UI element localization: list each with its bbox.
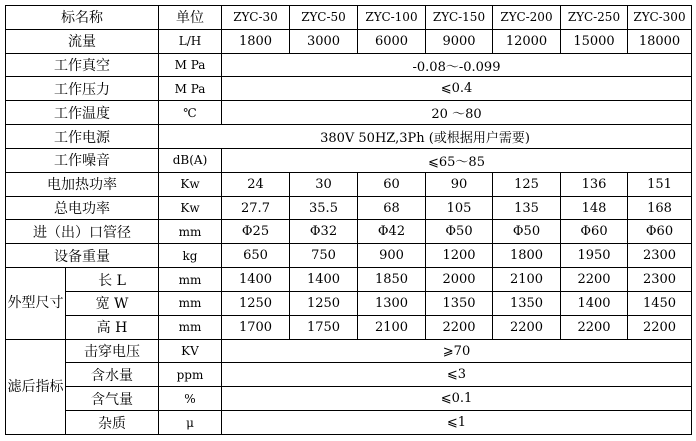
table-cell: 1250 bbox=[290, 291, 358, 315]
merged-value: -0.08～-0.099 bbox=[222, 53, 692, 77]
row-unit: % bbox=[159, 387, 222, 411]
row-unit: ℃ bbox=[159, 101, 222, 125]
table-cell: 1850 bbox=[358, 268, 426, 292]
header-name: 标名称 bbox=[6, 6, 159, 30]
table-cell: 135 bbox=[493, 196, 561, 220]
table-cell: 1250 bbox=[222, 291, 290, 315]
row-label: 工作真空 bbox=[6, 53, 159, 77]
table-cell: 2200 bbox=[426, 315, 493, 339]
table-cell: 2300 bbox=[628, 244, 692, 268]
row-label: 进（出）口管径 bbox=[6, 220, 159, 244]
table-cell: Φ25 bbox=[222, 220, 290, 244]
row-unit: mm bbox=[159, 291, 222, 315]
row-label: 工作噪音 bbox=[6, 148, 159, 172]
table-cell: 750 bbox=[290, 244, 358, 268]
table-cell: 35.5 bbox=[290, 196, 358, 220]
merged-value: 20 ～80 bbox=[222, 101, 692, 125]
row-unit: M Pa bbox=[159, 77, 222, 101]
model-zyc-200: ZYC-200 bbox=[493, 6, 561, 30]
row-unit: mm bbox=[159, 220, 222, 244]
table-cell: 1450 bbox=[628, 291, 692, 315]
row-unit: dB(A) bbox=[159, 148, 222, 172]
table-cell: 105 bbox=[426, 196, 493, 220]
table-cell: 30 bbox=[290, 172, 358, 196]
row-unit: M Pa bbox=[159, 53, 222, 77]
pressure-row bbox=[6, 77, 692, 101]
table-cell: 1350 bbox=[493, 291, 561, 315]
merged-value: ⩽3 bbox=[222, 363, 692, 387]
table-cell: 2200 bbox=[493, 315, 561, 339]
row-label: 工作温度 bbox=[6, 101, 159, 125]
merged-value: ⩾70 bbox=[222, 339, 692, 363]
filtered-group-label: 滤后指标 bbox=[6, 339, 66, 434]
table-cell: 148 bbox=[561, 196, 628, 220]
table-cell: 9000 bbox=[426, 29, 493, 53]
row-label: 高 H bbox=[66, 315, 159, 339]
table-cell: 90 bbox=[426, 172, 493, 196]
table-cell: 2100 bbox=[493, 268, 561, 292]
merged-value: ⩽65～85 bbox=[222, 148, 692, 172]
table-cell: 3000 bbox=[290, 29, 358, 53]
table-cell: 1400 bbox=[222, 268, 290, 292]
row-unit: Kw bbox=[159, 196, 222, 220]
row-label: 总电功率 bbox=[6, 196, 159, 220]
table-cell: 1800 bbox=[222, 29, 290, 53]
power-source-row bbox=[6, 125, 692, 149]
table-cell: Φ50 bbox=[426, 220, 493, 244]
vacuum-row bbox=[6, 53, 692, 77]
row-label: 长 L bbox=[66, 268, 159, 292]
table-cell: 2300 bbox=[628, 268, 692, 292]
model-zyc-300: ZYC-300 bbox=[628, 6, 692, 30]
table-cell: 2200 bbox=[628, 315, 692, 339]
merged-value: ⩽0.4 bbox=[222, 77, 692, 101]
model-zyc-250: ZYC-250 bbox=[561, 6, 628, 30]
table-cell: 151 bbox=[628, 172, 692, 196]
dimension-length-row bbox=[6, 268, 692, 292]
table-cell: 18000 bbox=[628, 29, 692, 53]
model-zyc-30: ZYC-30 bbox=[222, 6, 290, 30]
table-cell: 1800 bbox=[493, 244, 561, 268]
merged-value: ⩽1 bbox=[222, 411, 692, 435]
table-cell: 1400 bbox=[561, 291, 628, 315]
table-cell: 1750 bbox=[290, 315, 358, 339]
row-unit: ppm bbox=[159, 363, 222, 387]
row-unit: KV bbox=[159, 339, 222, 363]
dimensions-group-label: 外型尺寸 bbox=[6, 268, 66, 339]
table-cell: 1950 bbox=[561, 244, 628, 268]
table-cell: Φ60 bbox=[561, 220, 628, 244]
noise-row bbox=[6, 148, 692, 172]
row-label: 含水量 bbox=[66, 363, 159, 387]
table-cell: 2200 bbox=[561, 315, 628, 339]
gas-content-row bbox=[6, 387, 692, 411]
table-cell: 2100 bbox=[358, 315, 426, 339]
table-cell: 125 bbox=[493, 172, 561, 196]
table-cell: 1350 bbox=[426, 291, 493, 315]
model-zyc-50: ZYC-50 bbox=[290, 6, 358, 30]
dimension-width-row bbox=[6, 291, 692, 315]
table-cell: 60 bbox=[358, 172, 426, 196]
table-cell: 6000 bbox=[358, 29, 426, 53]
impurity-row bbox=[6, 411, 692, 435]
table-cell: 2200 bbox=[561, 268, 628, 292]
table-cell: 27.7 bbox=[222, 196, 290, 220]
row-label: 设备重量 bbox=[6, 244, 159, 268]
row-label: 含气量 bbox=[66, 387, 159, 411]
pipe-diameter-row bbox=[6, 220, 692, 244]
table-cell: 900 bbox=[358, 244, 426, 268]
breakdown-voltage-row bbox=[6, 339, 692, 363]
heating-power-row bbox=[6, 172, 692, 196]
header-unit: 单位 bbox=[159, 6, 222, 30]
temperature-row bbox=[6, 101, 692, 125]
row-label: 击穿电压 bbox=[66, 339, 159, 363]
merged-value: ⩽0.1 bbox=[222, 387, 692, 411]
row-label: 流量 bbox=[6, 29, 159, 53]
merged-value: 380V 50HZ,3Ph (或根据用户需要) bbox=[159, 125, 692, 149]
table-cell: Φ42 bbox=[358, 220, 426, 244]
flow-row bbox=[6, 29, 692, 53]
model-zyc-150: ZYC-150 bbox=[426, 6, 493, 30]
weight-row bbox=[6, 244, 692, 268]
table-cell: 1200 bbox=[426, 244, 493, 268]
table-cell: 1300 bbox=[358, 291, 426, 315]
spec-table bbox=[5, 5, 692, 435]
water-content-row bbox=[6, 363, 692, 387]
table-cell: 2000 bbox=[426, 268, 493, 292]
table-cell: 24 bbox=[222, 172, 290, 196]
table-cell: Φ60 bbox=[628, 220, 692, 244]
table-cell: 12000 bbox=[493, 29, 561, 53]
table-cell: 1400 bbox=[290, 268, 358, 292]
table-cell: 136 bbox=[561, 172, 628, 196]
table-cell: Φ32 bbox=[290, 220, 358, 244]
table-cell: 68 bbox=[358, 196, 426, 220]
row-label: 电加热功率 bbox=[6, 172, 159, 196]
row-label: 工作电源 bbox=[6, 125, 159, 149]
table-cell: 15000 bbox=[561, 29, 628, 53]
dimension-height-row bbox=[6, 315, 692, 339]
table-cell: Φ50 bbox=[493, 220, 561, 244]
row-unit: μ bbox=[159, 411, 222, 435]
row-unit: kg bbox=[159, 244, 222, 268]
row-unit: mm bbox=[159, 268, 222, 292]
total-power-row bbox=[6, 196, 692, 220]
row-unit: L/H bbox=[159, 29, 222, 53]
header-row bbox=[6, 6, 692, 30]
row-label: 宽 W bbox=[66, 291, 159, 315]
row-label: 杂质 bbox=[66, 411, 159, 435]
row-unit: Kw bbox=[159, 172, 222, 196]
row-label: 工作压力 bbox=[6, 77, 159, 101]
row-unit: mm bbox=[159, 315, 222, 339]
table-cell: 650 bbox=[222, 244, 290, 268]
table-cell: 1700 bbox=[222, 315, 290, 339]
table-cell: 168 bbox=[628, 196, 692, 220]
model-zyc-100: ZYC-100 bbox=[358, 6, 426, 30]
